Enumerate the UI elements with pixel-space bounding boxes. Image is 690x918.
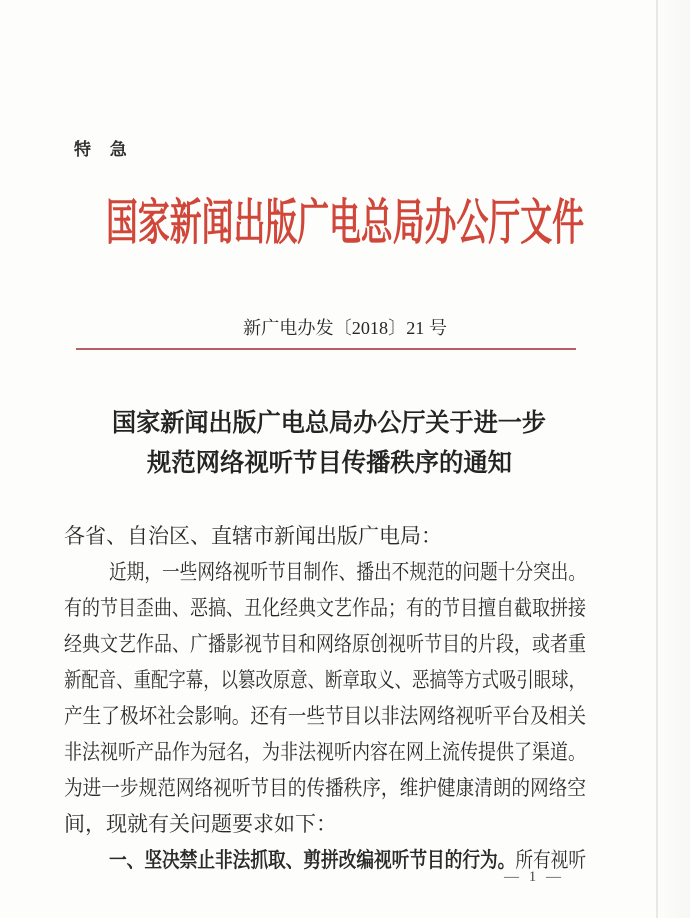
notice-title-line2-text: 规范网络视听节目传播秩序的通知 <box>147 450 512 477</box>
body-line <box>64 698 586 734</box>
body-line <box>64 554 586 590</box>
body-line-text <box>64 626 586 662</box>
body-segment: 新配音、重配字幕，以篡改原意、断章取义、恶搞等方式吸引眼球， <box>64 668 586 692</box>
body-line-text <box>64 806 337 842</box>
page-number: — 1 — <box>504 869 564 885</box>
body-segment: 非法视听产品作为冠名，为非法视听内容在网上流传提供了渠道。 <box>64 740 586 764</box>
notice-body <box>64 518 586 878</box>
scan-edge-tint <box>656 0 690 918</box>
body-line <box>64 806 586 842</box>
body-segment: 间，现就有关问题要求如下： <box>64 812 337 836</box>
notice-title-line1 <box>112 406 546 442</box>
doc-number <box>243 314 447 342</box>
body-line <box>64 770 586 806</box>
body-line <box>64 590 586 626</box>
body-segment: 近期，一些网络视听节目制作、播出不规范的问题十分突出。 <box>109 560 586 584</box>
body-line <box>64 626 586 662</box>
body-line-text <box>64 590 586 626</box>
doc-number-text: 新广电办发〔2018〕21 号 <box>243 318 447 338</box>
body-line <box>64 734 586 770</box>
urgency-label: 特 急 <box>74 140 134 159</box>
body-segment: 有的节目歪曲、恶搞、丑化经典文艺作品；有的节目擅自截取拼接 <box>64 596 586 620</box>
letterhead-title-text: 国家新闻出版广电总局办公厅文件 <box>106 195 584 250</box>
body-line-text <box>64 770 586 806</box>
body-line-text <box>64 698 586 734</box>
body-segment: 经典文艺作品、广播影视节目和网络原创视听节目的片段，或者重 <box>64 632 586 656</box>
notice-title-line2 <box>147 446 512 482</box>
body-line <box>64 518 586 554</box>
body-line <box>64 662 586 698</box>
body-line-text <box>64 662 586 698</box>
body-segment-bold: 一、坚决禁止非法抓取、剪拼改编视听节目的行为。 <box>109 849 516 872</box>
body-line-text <box>64 518 442 554</box>
body-segment: 产生了极坏社会影响。还有一些节目以非法网络视听平台及相关 <box>64 704 586 728</box>
body-line-text <box>64 734 586 770</box>
red-divider-line <box>76 348 576 350</box>
body-segment: 所有视听 <box>515 848 586 872</box>
body-line-text <box>109 554 586 590</box>
body-segment: 为进一步规范网络视听节目的传播秩序，维护健康清朗的网络空 <box>64 776 586 800</box>
letterhead-title <box>106 189 584 257</box>
body-segment: 各省、自治区、直辖市新闻出版广电局： <box>64 524 442 548</box>
notice-title-line1-text: 国家新闻出版广电总局办公厅关于进一步 <box>112 410 546 437</box>
